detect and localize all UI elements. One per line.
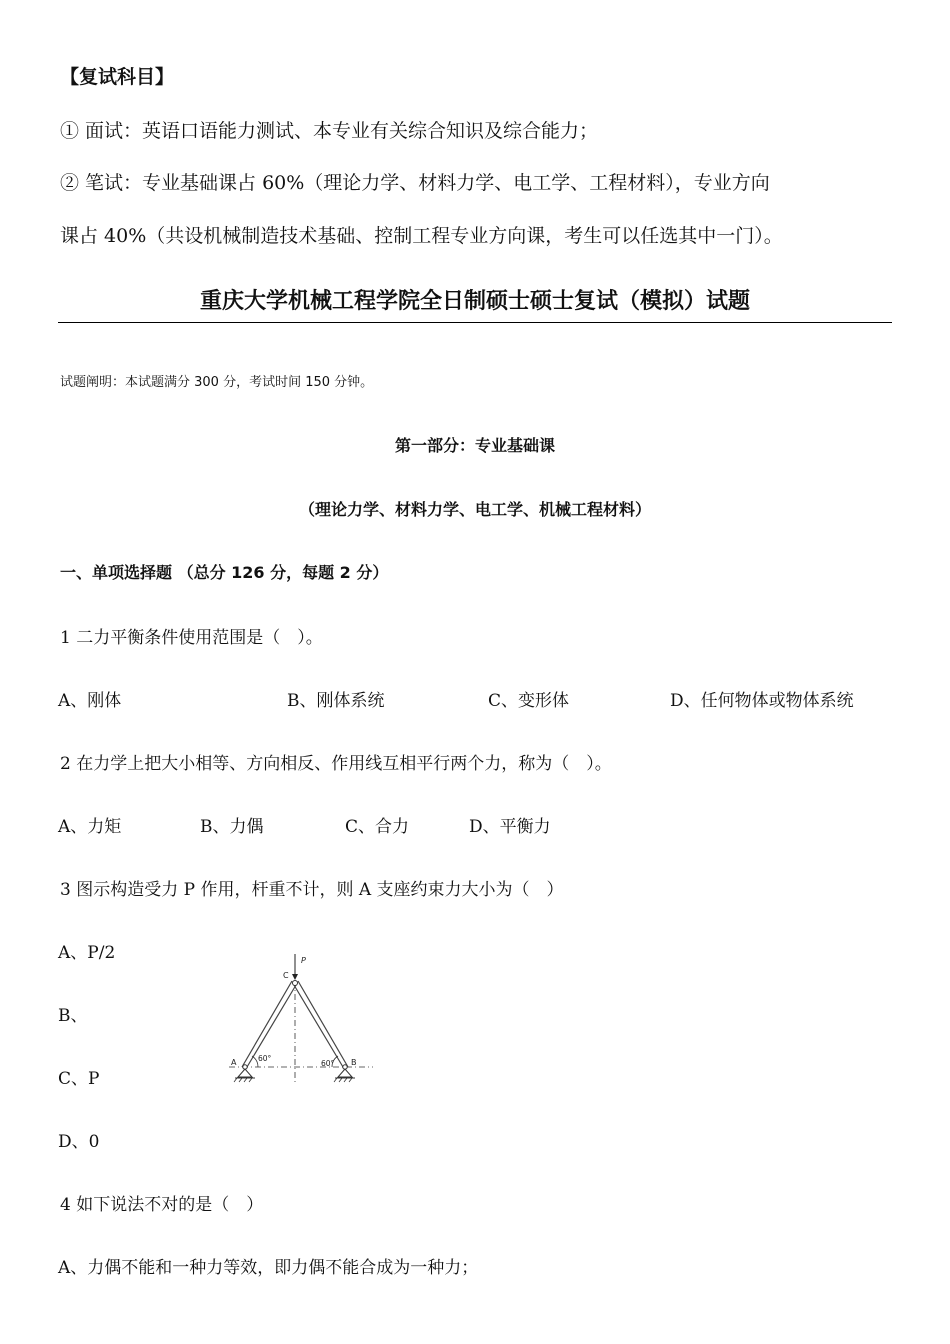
support-b <box>338 1069 352 1077</box>
support-a <box>238 1069 252 1077</box>
title-underline <box>58 322 892 323</box>
subject-heading: 【复试科目】 <box>60 66 175 88</box>
left-bar <box>247 985 296 1067</box>
exam-item-written-line2: 课占 40%（共设机械制造技术基础、控制工程专业方向课，考生可以任选其中一门）。 <box>60 225 783 247</box>
section-heading: 一、单项选择题 （总分 126 分，每题 2 分） <box>60 563 389 582</box>
question-stem: 3 图示构造受力 P 作用，杆重不计，则 A 支座约束力大小为（ ） <box>60 880 564 900</box>
label-b: B <box>351 1058 357 1067</box>
joint-c <box>293 981 298 986</box>
exam-title: 重庆大学机械工程学院全日制硕士硕士复试（模拟）试题 <box>199 289 750 314</box>
question-stem: 1 二力平衡条件使用范围是（ ）。 <box>60 628 323 648</box>
option-b: B、力偶 <box>200 817 264 837</box>
question-stem: 4 如下说法不对的是（ ） <box>60 1195 264 1215</box>
option-a: A、刚体 <box>58 691 122 711</box>
part-title: 第一部分：专业基础课 <box>394 436 555 455</box>
option-b: B、 <box>58 1006 88 1026</box>
label-p: P <box>301 956 306 965</box>
option-a: A、力矩 <box>58 817 122 837</box>
exam-item-interview: ① 面试：英语口语能力测试、本专业有关综合知识及综合能力； <box>60 120 599 142</box>
option-a: A、力偶不能和一种力等效，即力偶不能合成为一种力； <box>58 1258 479 1278</box>
angle-label-right: 60° <box>321 1059 335 1068</box>
label-a: A <box>231 1058 237 1067</box>
exam-item-written-line1: ② 笔试：专业基础课占 60%（理论力学、材料力学、电工学、工程材料），专业方向 <box>60 172 770 194</box>
option-c: C、合力 <box>345 817 410 837</box>
question-stem: 2 在力学上把大小相等、方向相反、作用线互相平行两个力，称为（ ）。 <box>60 754 612 774</box>
option-a: A、P/2 <box>58 943 116 963</box>
label-c: C <box>283 971 289 980</box>
option-b: B、刚体系统 <box>287 691 385 711</box>
angle-label-left: 60° <box>258 1054 272 1063</box>
part-subtitle: （理论力学、材料力学、电工学、机械工程材料） <box>298 500 651 519</box>
option-c: C、P <box>58 1069 100 1089</box>
option-d: D、0 <box>58 1132 100 1152</box>
exam-note: 试题阐明：本试题满分 300 分，考试时间 150 分钟。 <box>60 375 374 390</box>
option-c: C、变形体 <box>488 691 570 711</box>
option-d: D、平衡力 <box>469 817 551 837</box>
right-bar <box>294 985 343 1067</box>
option-d: D、任何物体或物体系统 <box>670 691 854 711</box>
truss-diagram <box>225 948 385 1084</box>
